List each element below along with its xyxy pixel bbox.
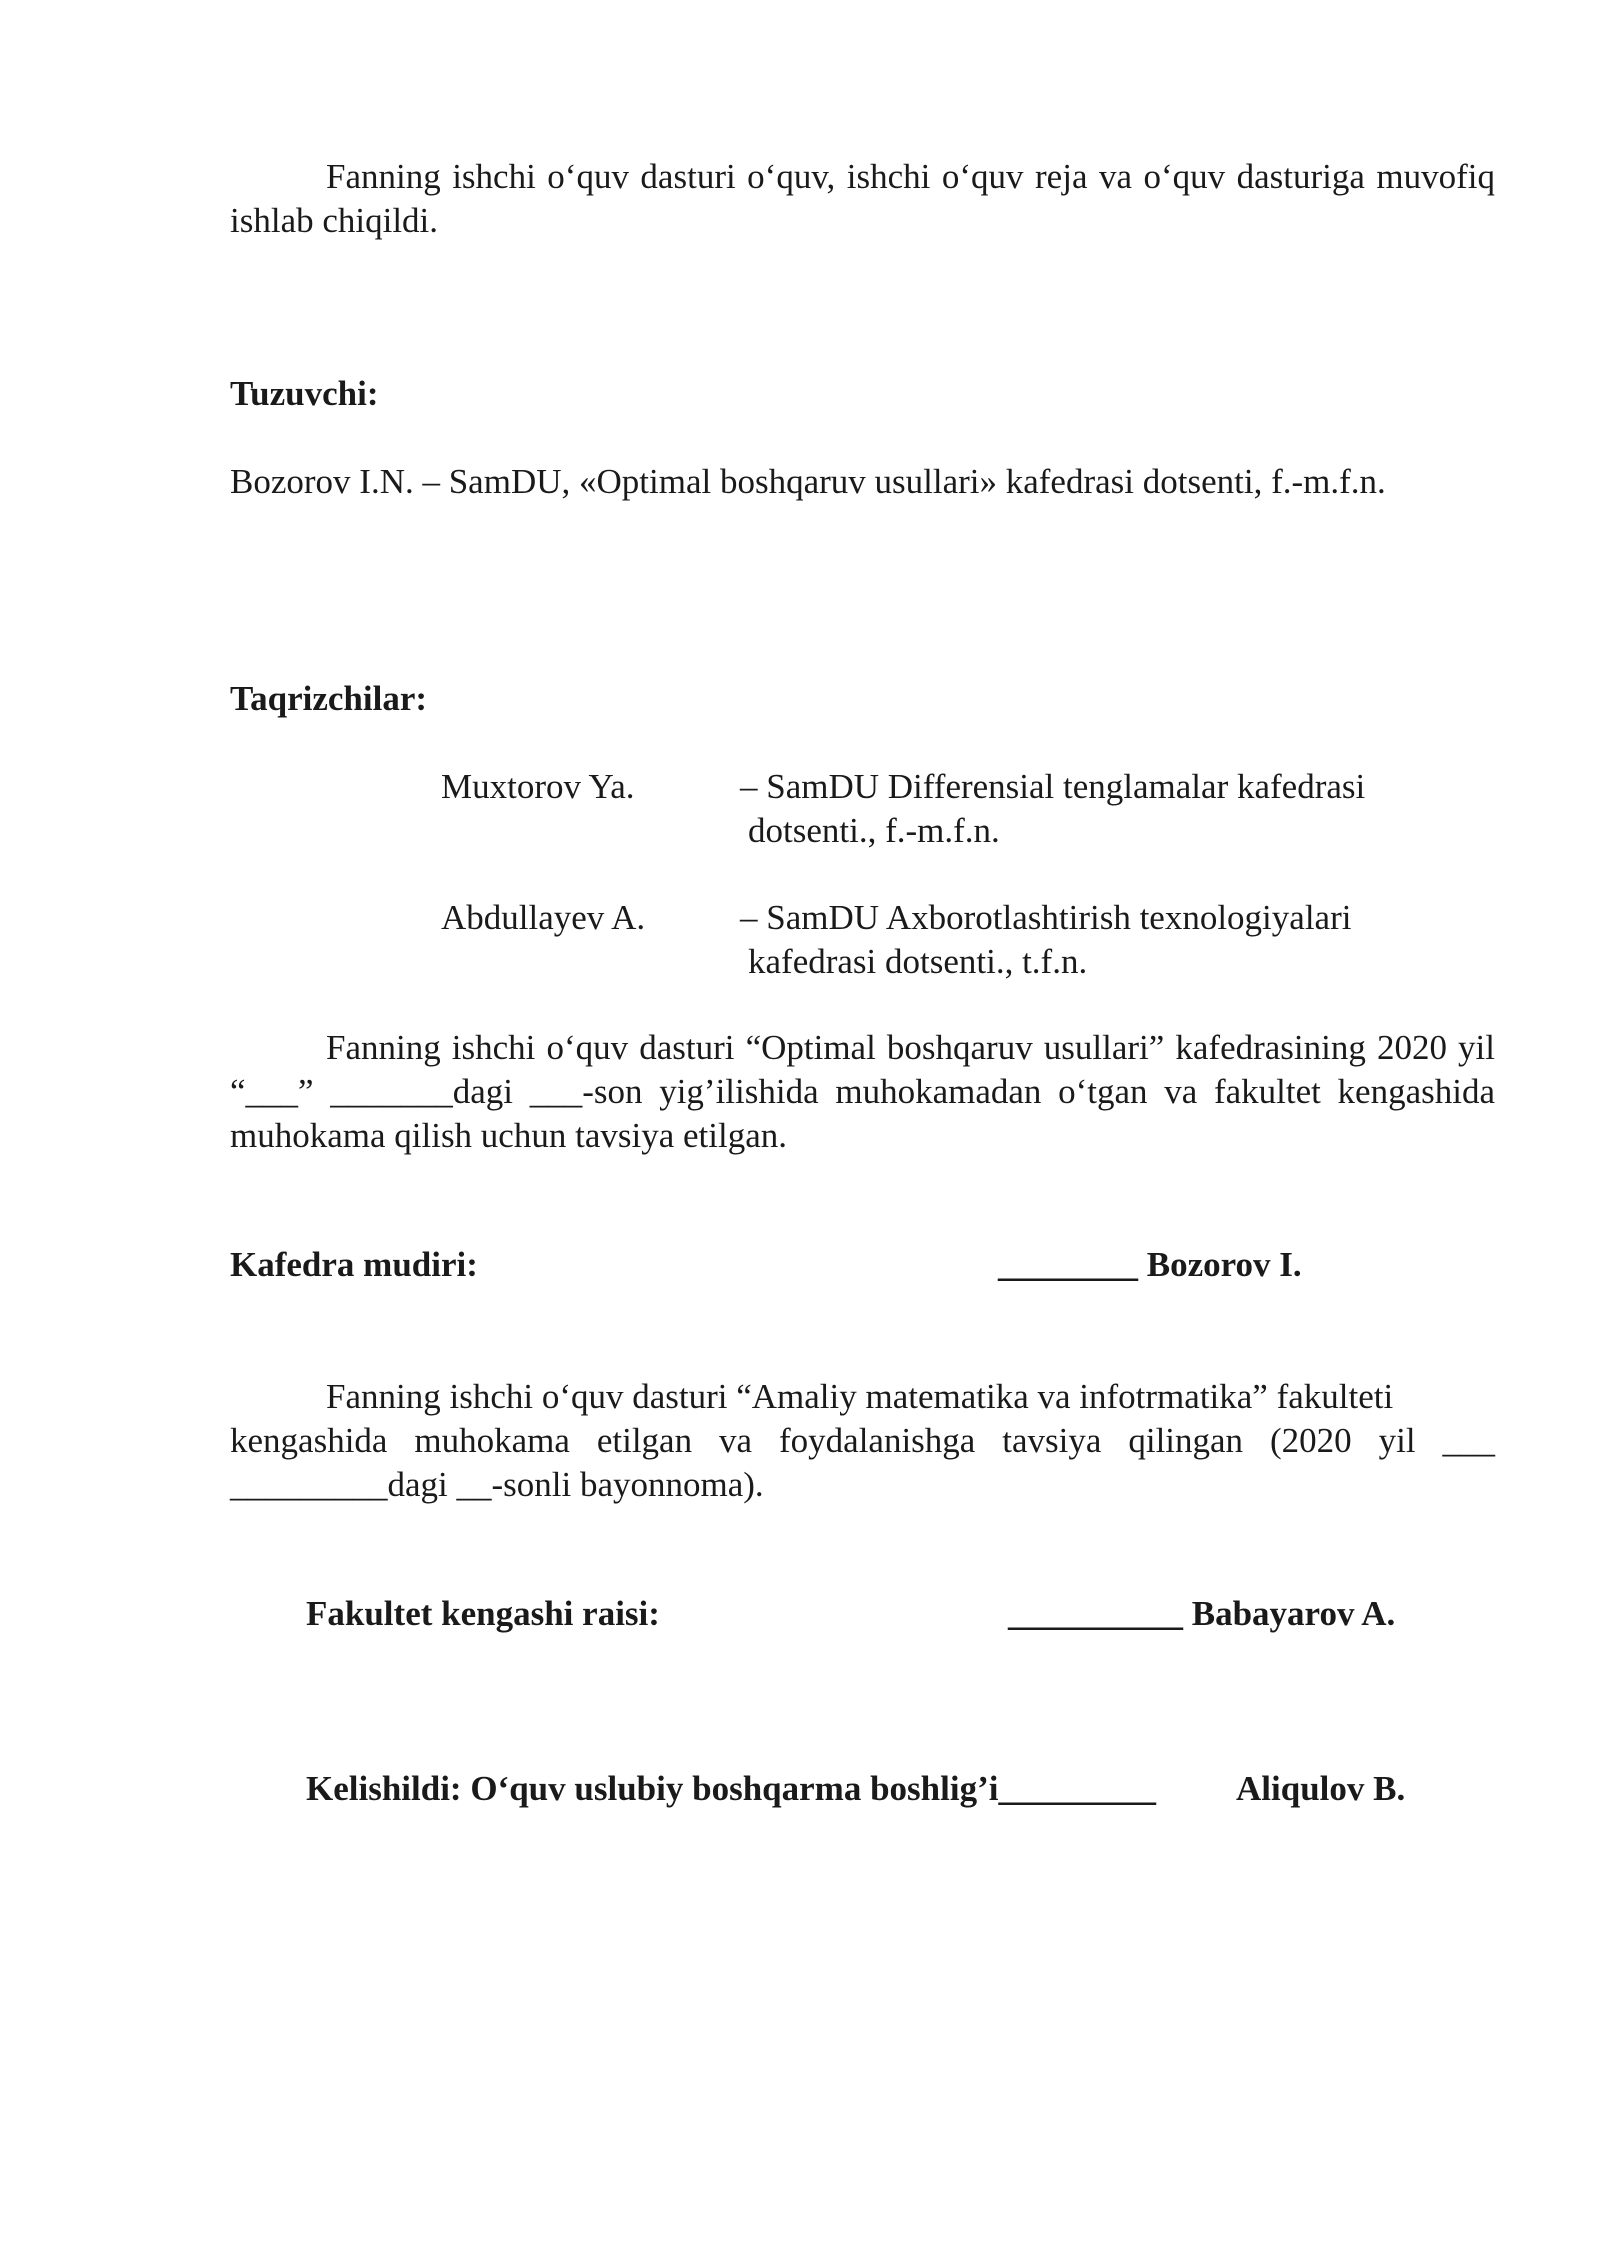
faculty-approval-line: Fanning ishchi o‘quv dasturi “Amaliy matematika va infotrmatika” fakulteti: [326, 1377, 1394, 1416]
department-approval-paragraph: Fanning ishchi o‘quv dasturi “Optimal boshqaruv usullari” kafedrasining 2020 yil “___” _______dagi ___-son yig’ilishida muhokamadan o‘tgan va fakultet kengashida muhokama qilish uchun tavsiya etilgan.: [230, 1028, 1495, 1155]
reviewer-desc-cont: kafedrasi dotsenti., t.f.n.: [748, 942, 1088, 981]
department-head-label: Kafedra mudiri:: [230, 1245, 478, 1284]
reviewer-desc: – SamDU Differensial tenglamalar kafedrasi: [740, 767, 1366, 806]
faculty-approval-line: kengashida muhokama etilgan va foydalanishga tavsiya qilingan (2020 yil ___: [230, 1421, 1495, 1460]
faculty-chair-label: Fakultet kengashi raisi:: [306, 1594, 660, 1633]
compiler-heading: Tuzuvchi:: [230, 374, 379, 413]
reviewer-desc: – SamDU Axborotlashtirish texnologiyalari: [740, 898, 1352, 937]
compiler-line: Bozorov I.N. – SamDU, «Optimal boshqaruv usullari» kafedrasi dotsenti, f.-m.f.n.: [230, 462, 1386, 501]
faculty-chair-signature: __________ Babayarov A.: [1008, 1594, 1396, 1633]
reviewer-name: Muxtorov Ya.: [441, 767, 635, 806]
reviewer-name: Abdullayev A.: [441, 898, 646, 937]
reviewer-desc-cont: dotsenti., f.-m.f.n.: [748, 811, 1000, 850]
reviewers-heading: Taqrizchilar:: [230, 679, 428, 718]
intro-paragraph: Fanning ishchi o‘quv dasturi o‘quv, ishchi o‘quv reja va o‘quv dasturiga muvofiq ishlab chiqildi.: [230, 157, 1495, 240]
agreed-label: Kelishildi: O‘quv uslubiy boshqarma boshlig’i_________: [306, 1769, 1156, 1808]
department-head-signature: ________ Bozorov I.: [998, 1245, 1302, 1284]
faculty-approval-line: _________dagi __-sonli bayonnoma).: [230, 1465, 764, 1504]
agreed-name: Aliqulov B.: [1236, 1769, 1406, 1808]
